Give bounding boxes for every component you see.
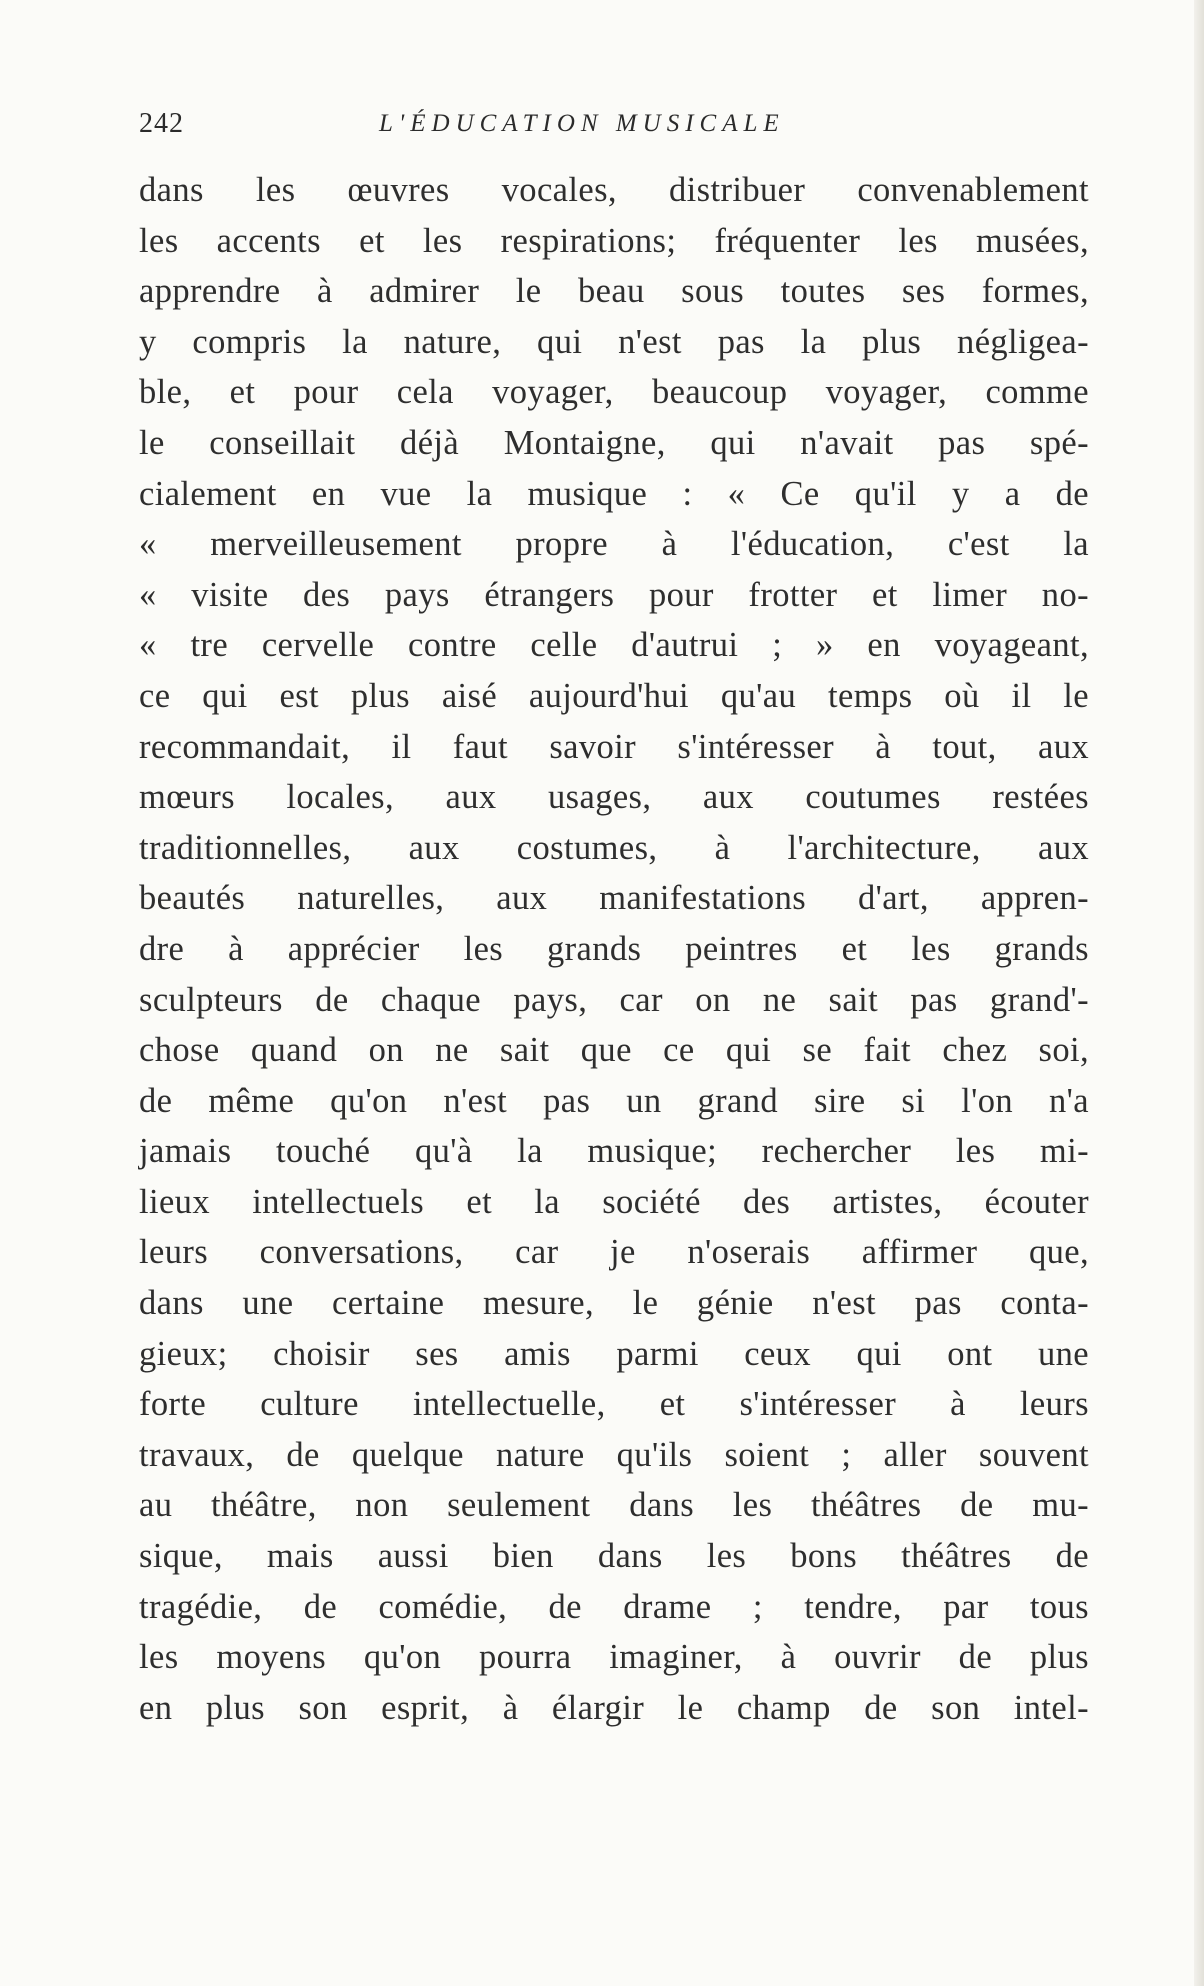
text-line: dans une certaine mesure, le génie n'est pas conta- — [139, 1284, 1089, 1323]
text-line: gieux; choisir ses amis parmi ceux qui ont une — [139, 1334, 1089, 1373]
text-line: sculpteurs de chaque pays, car on ne sait pas grand'- — [139, 980, 1089, 1019]
text-line: « merveilleusement propre à l'éducation, c'est la — [139, 525, 1089, 564]
running-title: L'ÉDUCATION MUSICALE — [379, 110, 785, 137]
text-line: en plus son esprit, à élargir le champ de son intel- — [139, 1688, 1089, 1727]
text-line: les accents et les respirations; fréquenter les musées, — [139, 221, 1089, 260]
text-line: ble, et pour cela voyager, beaucoup voyager, comme — [139, 373, 1089, 412]
page-number: 242 — [139, 108, 184, 139]
text-line: apprendre à admirer le beau sous toutes ses formes, — [139, 272, 1089, 311]
text-line: au théâtre, non seulement dans les théâtres de mu- — [139, 1486, 1089, 1525]
body-text — [139, 165, 1089, 1733]
text-line: y compris la nature, qui n'est pas la plus négligea- — [139, 322, 1089, 361]
text-line: de même qu'on n'est pas un grand sire si l'on n'a — [139, 1081, 1089, 1120]
text-line: recommandait, il faut savoir s'intéresser à tout, aux — [139, 727, 1089, 766]
text-line: tragédie, de comédie, de drame ; tendre, par tous — [139, 1587, 1089, 1626]
text-line: « tre cervelle contre celle d'autrui ; » en voyageant, — [139, 626, 1089, 665]
text-line: travaux, de quelque nature qu'ils soient ; aller souvent — [139, 1435, 1089, 1474]
page-header — [139, 108, 1089, 148]
text-line: traditionnelles, aux costumes, à l'architecture, aux — [139, 828, 1089, 867]
text-line: jamais touché qu'à la musique; rechercher les mi- — [139, 1132, 1089, 1171]
text-line: cialement en vue la musique : « Ce qu'il y a de — [139, 474, 1089, 513]
text-line: mœurs locales, aux usages, aux coutumes restées — [139, 778, 1089, 817]
text-line: ce qui est plus aisé aujourd'hui qu'au temps où il le — [139, 676, 1089, 715]
text-line: « visite des pays étrangers pour frotter et limer no- — [139, 575, 1089, 614]
text-line: sique, mais aussi bien dans les bons théâtres de — [139, 1537, 1089, 1576]
text-line: beautés naturelles, aux manifestations d'art, appren- — [139, 879, 1089, 918]
text-line: forte culture intellectuelle, et s'intéresser à leurs — [139, 1385, 1089, 1424]
text-line: dans les œuvres vocales, distribuer convenablement — [139, 171, 1089, 209]
text-line: le conseillait déjà Montaigne, qui n'avait pas spé- — [139, 423, 1089, 462]
page-edge — [1194, 0, 1204, 1986]
text-line: les moyens qu'on pourra imaginer, à ouvrir de plus — [139, 1638, 1089, 1677]
text-line: leurs conversations, car je n'oserais affirmer que, — [139, 1233, 1089, 1272]
text-line: chose quand on ne sait que ce qui se fait chez soi, — [139, 1031, 1089, 1070]
text-line: dre à apprécier les grands peintres et les grands — [139, 929, 1089, 968]
text-line: lieux intellectuels et la société des artistes, écouter — [139, 1182, 1089, 1221]
